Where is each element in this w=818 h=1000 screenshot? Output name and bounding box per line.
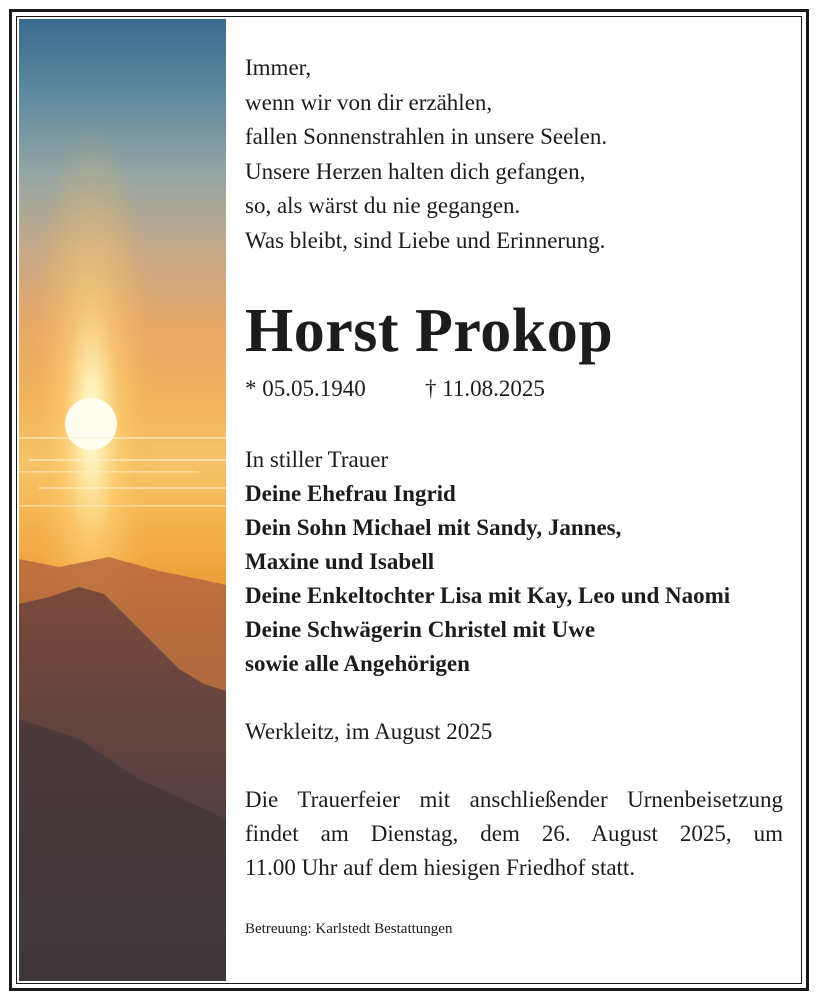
- ceremony-line: findet am Dienstag, dem 26. August 2025, um: [245, 821, 783, 846]
- deceased-name: Horst Prokop: [245, 297, 614, 365]
- ceremony-line: 11.00 Uhr auf dem hiesigen Friedhof statt.: [245, 855, 636, 880]
- poem-line: fallen Sonnenstrahlen in unsere Seelen.: [245, 124, 608, 149]
- mourners-list: [245, 477, 730, 681]
- place-and-date: Werkleitz, im August 2025: [245, 719, 493, 744]
- poem: [245, 51, 785, 258]
- mourning-intro: In stiller Trauer: [245, 447, 389, 472]
- poem-line: Was bleibt, sind Liebe und Erinnerung.: [245, 227, 606, 253]
- poem-line: so, als wärst du nie gegangen.: [245, 193, 521, 218]
- mourner-line: Dein Sohn Michael mit Sandy, Jannes,: [245, 515, 622, 540]
- poem-line: wenn wir von dir erzählen,: [245, 89, 493, 115]
- mourner-line: Deine Ehefrau Ingrid: [245, 481, 456, 506]
- ceremony-line: Die Trauerfeier mit anschließender Urnenbeisetzung: [245, 787, 783, 812]
- mourner-line: Deine Enkeltochter Lisa mit Kay, Leo und Naomi: [245, 583, 731, 608]
- mourner-line: Deine Schwägerin Christel mit Uwe: [245, 617, 596, 642]
- ceremony-notice: [245, 783, 783, 885]
- mourner-line: sowie alle Angehörigen: [245, 651, 470, 676]
- funeral-home-credit: Betreuung: Karlstedt Bestattungen: [245, 921, 453, 937]
- mourner-line: Maxine und Isabell: [245, 549, 435, 574]
- poem-line: Unsere Herzen halten dich gefangen,: [245, 158, 586, 184]
- poem-line: Immer,: [245, 55, 312, 80]
- death-date: † 11.08.2025: [425, 376, 545, 401]
- birth-date: * 05.05.1940: [245, 376, 366, 401]
- sunset-mountain-photo: [19, 19, 226, 981]
